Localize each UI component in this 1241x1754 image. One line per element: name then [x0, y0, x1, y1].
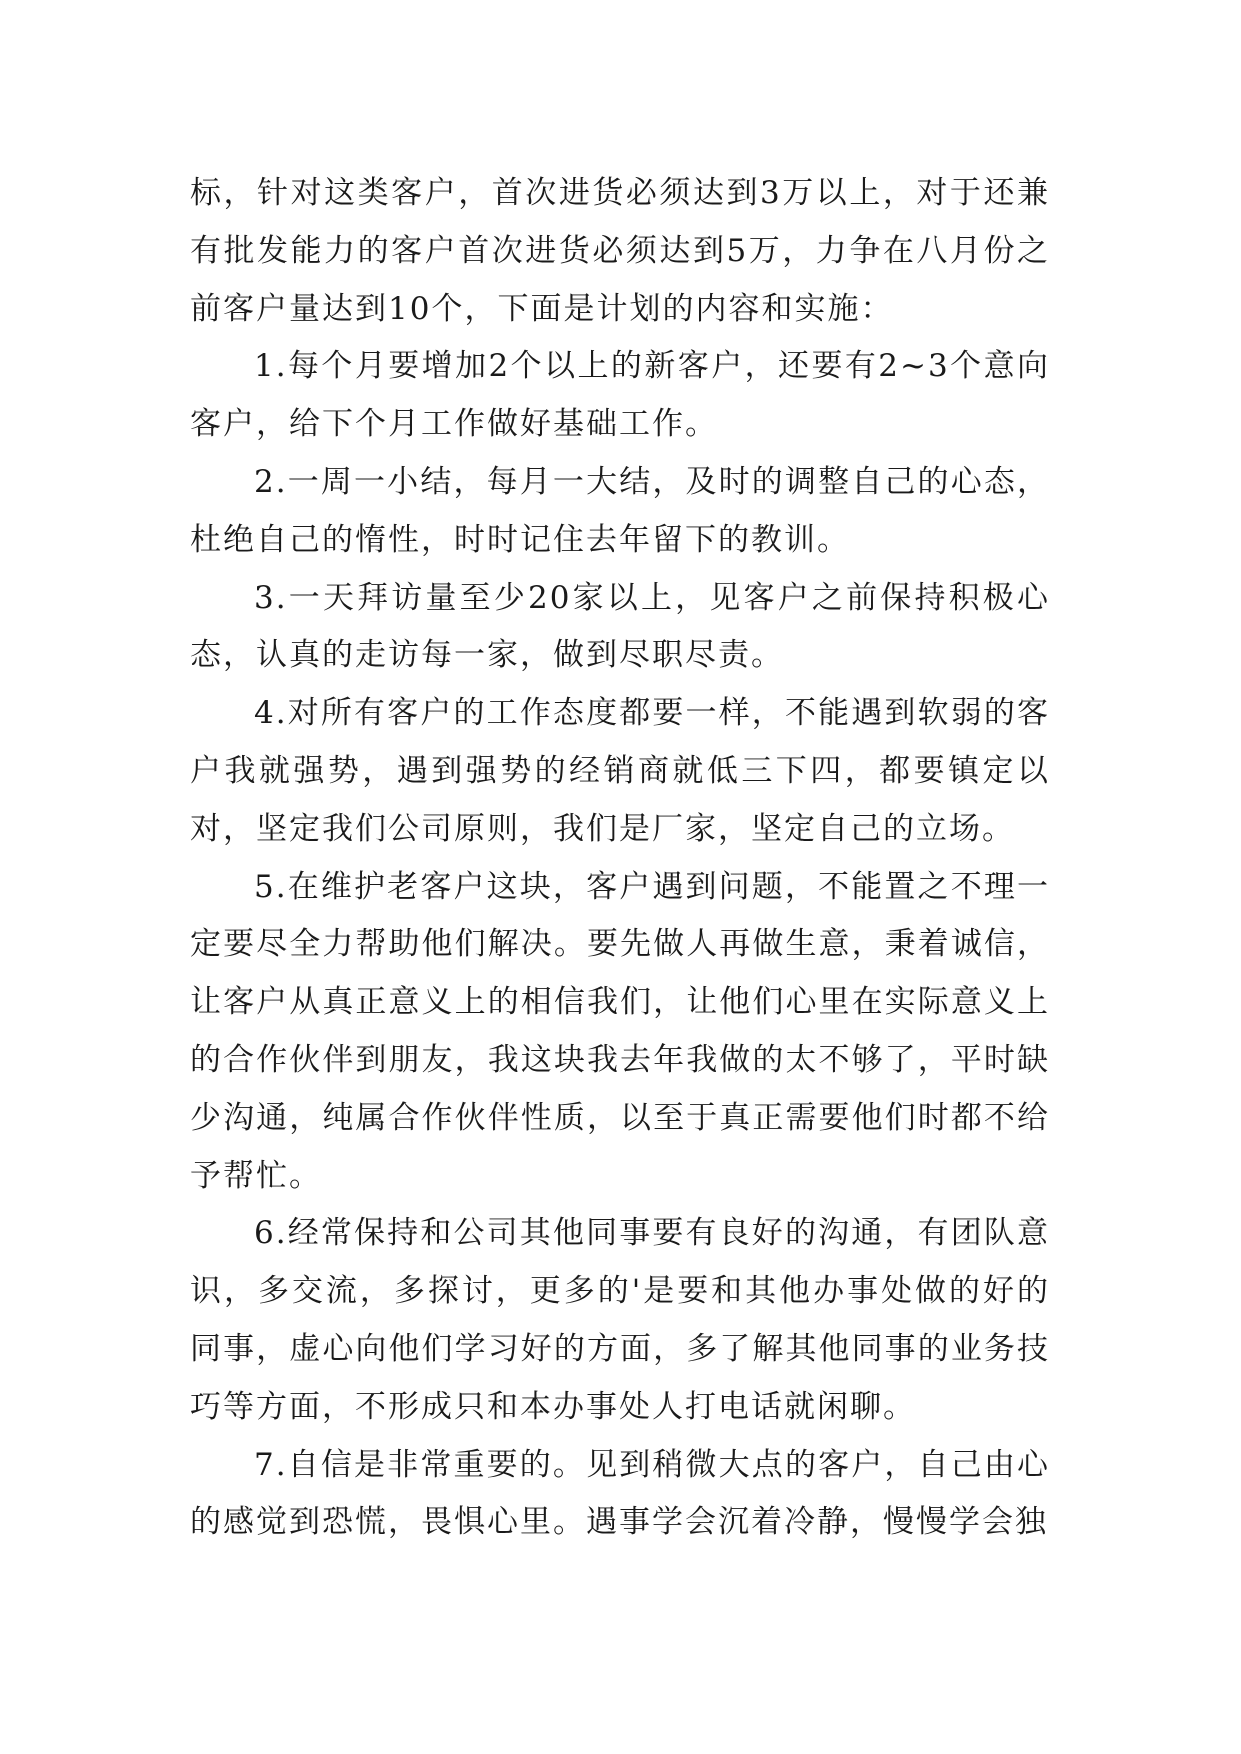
list-item-7: 7.自信是非常重要的。见到稍微大点的客户，自己由心的感觉到恐慌，畏惧心里。遇事学会沉着冷静，慢慢学会独 — [190, 1446, 1050, 1541]
document-body — [190, 165, 1050, 1552]
list-item-3: 3.一天拜访量至少20家以上，见客户之前保持积极心态，认真的走访每一家，做到尽职尽责。 — [190, 579, 1050, 674]
list-item-5: 5.在维护老客户这块，客户遇到问题，不能置之不理一定要尽全力帮助他们解决。要先做人再做生意，秉着诚信，让客户从真正意义上的相信我们，让他们心里在实际意义上的合作伙伴到朋友，我这块我去年我做的太不够了，平时缺少沟通，纯属合作伙伴性质，以至于真正需要他们时都不给予帮忙。 — [190, 868, 1050, 1194]
paragraph-intro: 标，针对这类客户，首次进货必须达到3万以上，对于还兼有批发能力的客户首次进货必须达到5万，力争在八月份之前客户量达到10个，下面是计划的内容和实施： — [190, 175, 1050, 327]
list-item-1: 1.每个月要增加2个以上的新客户，还要有2~3个意向客户，给下个月工作做好基础工作。 — [190, 348, 1050, 443]
list-item-4: 4.对所有客户的工作态度都要一样，不能遇到软弱的客户我就强势，遇到强势的经销商就低三下四，都要镇定以对，坚定我们公司原则，我们是厂家，坚定自己的立场。 — [190, 695, 1050, 847]
list-item-6: 6.经常保持和公司其他同事要有良好的沟通，有团队意识，多交流，多探讨，更多的'是要和其他办事处做的好的同事，虚心向他们学习好的方面，多了解其他同事的业务技巧等方面，不形成只和本办事处人打电话就闲聊。 — [190, 1215, 1050, 1425]
list-item-2: 2.一周一小结，每月一大结，及时的调整自己的心态，杜绝自己的惰性，时时记住去年留下的教训。 — [190, 463, 1050, 558]
